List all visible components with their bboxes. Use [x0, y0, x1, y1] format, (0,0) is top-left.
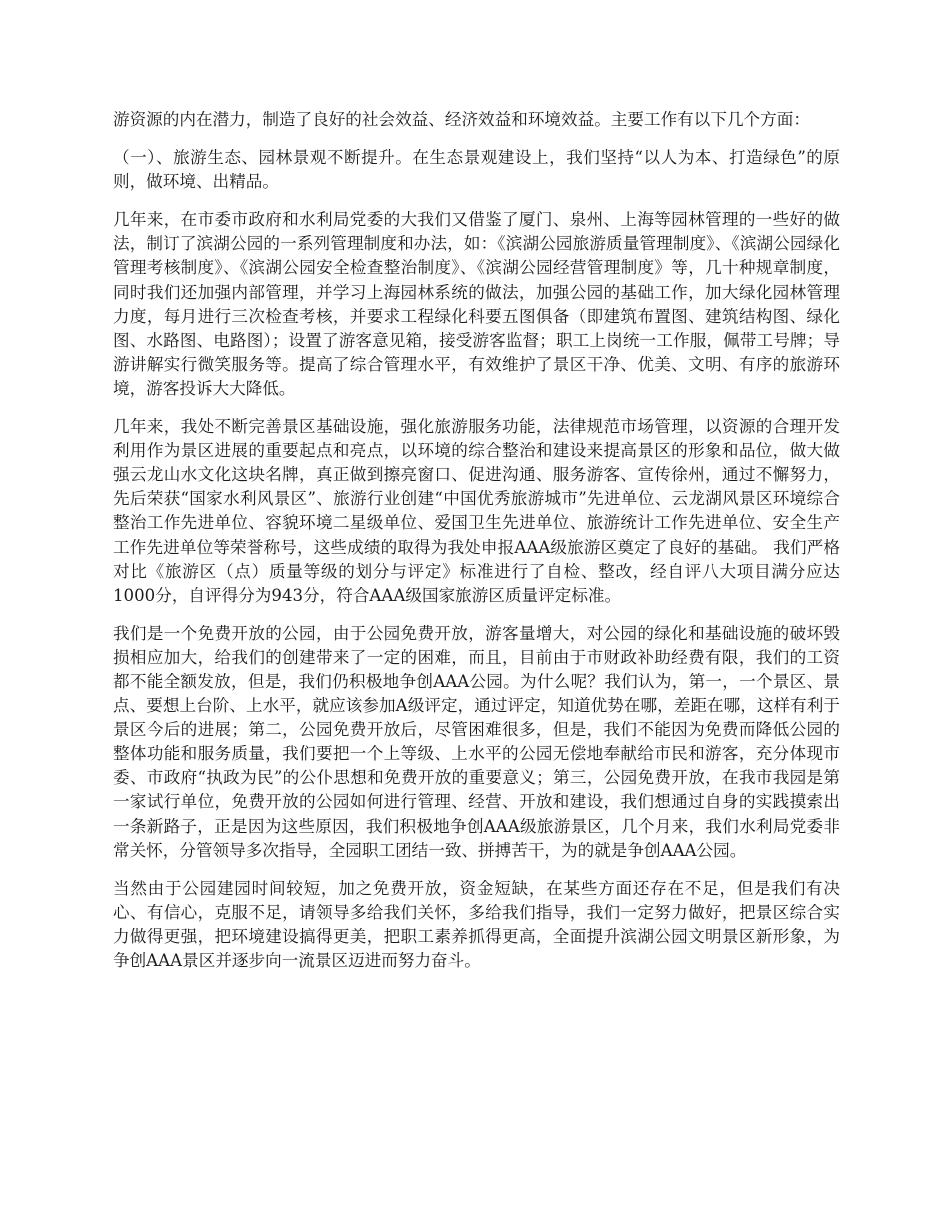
paragraph-intro: 游资源的内在潜力，制造了良好的社会效益、经济效益和环境效益。主要工作有以下几个方面： — [113, 110, 810, 129]
paragraph-conclusion: 当然由于公园建园时间较短，加之免费开放，资金短缺，在某些方面还存在不足，但是我们有决心、有信心，克服不足，请领导多给我们关怀，多给我们指导，我们一定努力做好，把景区综合实力做得更强，把环境建设搞得更美，把职工素养抓得更高，全面提升滨湖公园文明景区新形象，为争创AAA景区并逐步向一流景区迈进而努力奋斗。 — [113, 878, 840, 970]
paragraph-section-one: （一）、旅游生态、园林景观不断提升。在生态景观建设上，我们坚持“以人为本、打造绿色”的原则，做环境、出精品。 — [113, 148, 840, 192]
paragraph-free-park: 我们是一个免费开放的公园，由于公园免费开放，游客量增大，对公园的绿化和基础设施的破坏毁损相应加大，给我们的创建带来了一定的困难，而且，目前由于市财政补助经费有限，我们的工资都不能全额发放，但是，我们仍积极地争创AAA公园。为什么呢？我们认为，第一，一个景区、景点、要想上台阶、上水平，就应该参加A级评定，通过评定，知道优势在哪，差距在哪，这样有利于景区今后的进展；第二，公园免费开放后，尽管困难很多，但是，我们不能因为免费而降低公园的整体功能和服务质量，我们要把一个上等级、上水平的公园无偿地奉献给市民和游客，充分体现市委、市政府“执政为民”的公仆思想和免费开放的重要意义；第三，公园免费开放，在我市我园是第一家试行单位，免费开放的公园如何进行管理、经营、开放和建设，我们想通过自身的实践摸索出一条新路子，正是因为这些原因，我们积极地争创AAA级旅游景区，几个月来，我们水利局党委非常关怀，分管领导多次指导，全园职工团结一致、拼搏苦干，为的就是争创AAA公园。 — [113, 623, 840, 860]
paragraph-honors: 几年来，我处不断完善景区基础设施，强化旅游服务功能，法律规范市场管理，以资源的合理开发利用作为景区进展的重要起点和亮点，以环境的综合整治和建设来提高景区的形象和品位，做大做强云龙山水文化这块名牌，真正做到擦亮窗口、促进沟通、服务游客、宣传徐州，通过不懈努力，先后荣获“国家水利风景区”、旅游行业创建“中国优秀旅游城市”先进单位、云龙湖风景区环境综合整治工作先进单位、容貌环境二星级单位、爱国卫生先进单位、旅游统计工作先进单位、安全生产工作先进单位等荣誉称号，这些成绩的取得为我处申报AAA级旅游区奠定了良好的基础。 我们严格对比《旅游区（点）质量等级的划分与评定》标准进行了自检、整改，经自评八大项目满分应达1000分，自评得分为943分，符合AAA级国家旅游区质量评定标准。 — [113, 417, 840, 605]
paragraph-management: 几年来，在市委市政府和水利局党委的大我们又借鉴了厦门、泉州、上海等园林管理的一些好的做法，制订了滨湖公园的一系列管理制度和办法，如：《滨湖公园旅游质量管理制度》、《滨湖公园绿化管理考核制度》、《滨湖公园安全检查整治制度》、《滨湖公园经营管理制度》等，几十种规章制度，同时我们还加强内部管理，并学习上海园林系统的做法，加强公园的基础工作，加大绿化园林管理力度，每月进行三次检查考核，并要求工程绿化科要五图俱备（即建筑布置图、建筑结构图、绿化图、水路图、电路图）；设置了游客意见箱，接受游客监督；职工上岗统一工作服，佩带工号牌；导游讲解实行微笑服务等。提高了综合管理水平，有效维护了景区干净、优美、文明、有序的旅游环境，游客投诉大大降低。 — [113, 210, 840, 398]
document-page — [113, 108, 840, 987]
